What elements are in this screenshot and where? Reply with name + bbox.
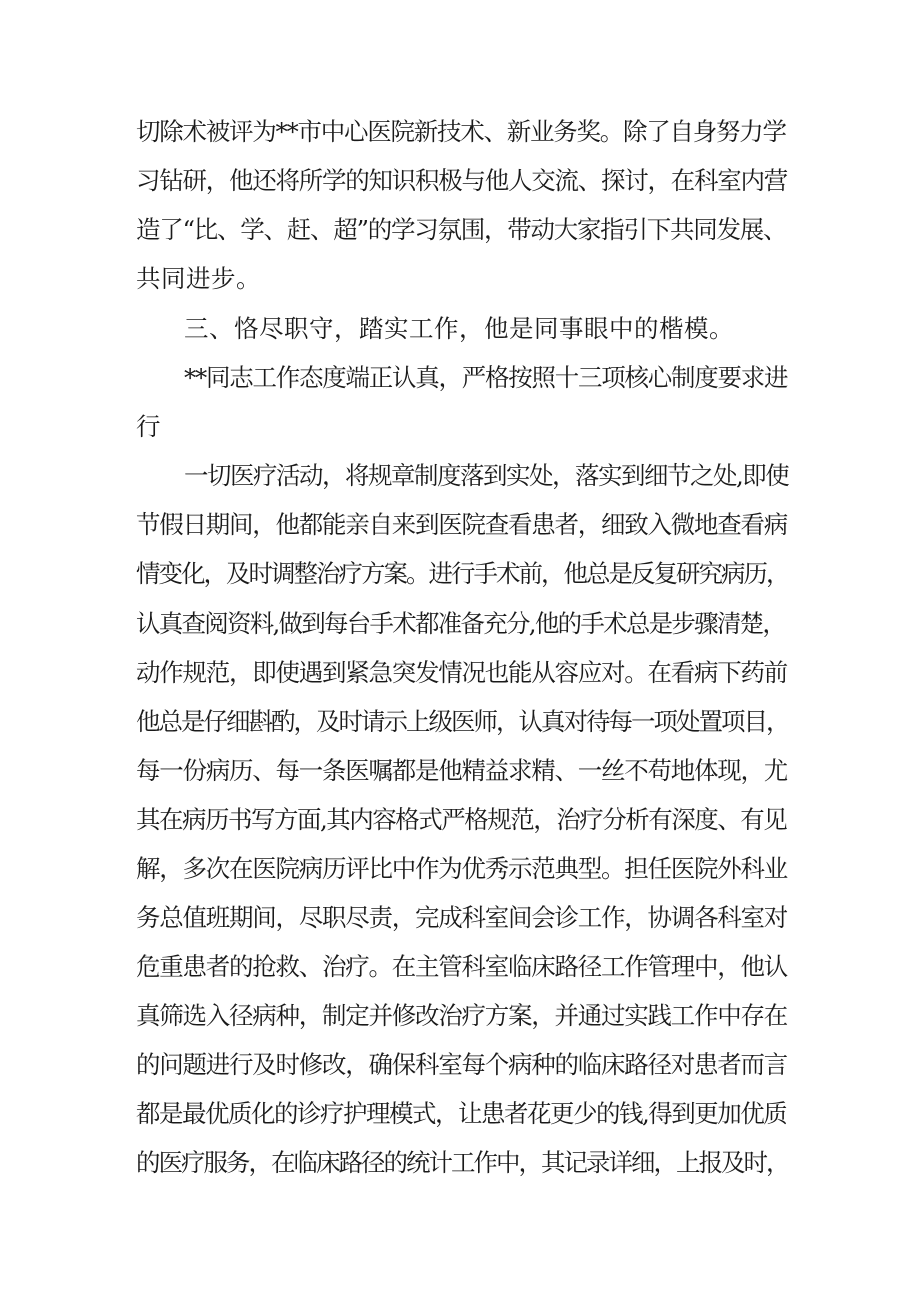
- text-line: 造了“比、学、赶、超”的学习氛围，带动大家指引下共同发展、: [136, 215, 787, 244]
- text-line: 认真查阅资料,做到每台手术都准备充分,他的手术总是步骤清楚，: [136, 609, 786, 638]
- text-line: 共同进步。: [136, 264, 261, 293]
- text-line: 真筛选入径病种，制定并修改治疗方案，并通过实践工作中存在: [136, 1001, 787, 1030]
- text-line: 解，多次在医院病历评比中作为优秀示范典型。担任医院外科业: [136, 854, 787, 883]
- text-line: 的医疗服务，在临床路径的统计工作中，其记录详细，上报及时，: [136, 1148, 789, 1177]
- text-line: 情变化，及时调整治疗方案。进行手术前，他总是反复研究病历，: [136, 559, 789, 588]
- text-line: 切除术被评为**市中心医院新技术、新业务奖。除了自身努力学: [136, 117, 786, 146]
- text-line: 都是最优质化的诊疗护理模式，让患者花更少的钱,得到更加优质: [136, 1099, 787, 1128]
- text-line: **同志工作态度端正认真，严格按照十三项核心制度要求进: [184, 363, 788, 392]
- text-line: 务总值班期间，尽职尽责，完成科室间会诊工作，协调各科室对: [136, 903, 787, 932]
- text-line: 节假日期间，他都能亲自来到医院查看患者，细致入微地查看病: [136, 510, 787, 539]
- text-line: 每一份病历、每一条医嘱都是他精益求精、一丝不苟地体现，尤: [136, 756, 787, 785]
- text-line: 他总是仔细斟酌，及时请示上级医师，认真对待每一项处置项目，: [136, 707, 789, 736]
- text-line: 习钻研，他还将所学的知识积极与他人交流、探讨，在科室内营: [136, 166, 787, 195]
- section-heading: 三、恪尽职守，踏实工作，他是同事眼中的楷模。: [184, 314, 734, 343]
- text-line: 行: [136, 412, 161, 441]
- text-line: 的问题进行及时修改，确保科室每个病种的临床路径对患者而言: [136, 1050, 787, 1079]
- text-line: 危重患者的抢救、治疗。在主管科室临床路径工作管理中，他认: [136, 952, 787, 981]
- text-line: 其在病历书写方面,其内容格式严格规范，治疗分析有深度、有见: [136, 805, 787, 834]
- text-line: 一切医疗活动，将规章制度落到实处，落实到细节之处,即使: [184, 461, 789, 490]
- text-line: 动作规范，即使遇到紧急突发情况也能从容应对。在看病下药前: [136, 658, 787, 687]
